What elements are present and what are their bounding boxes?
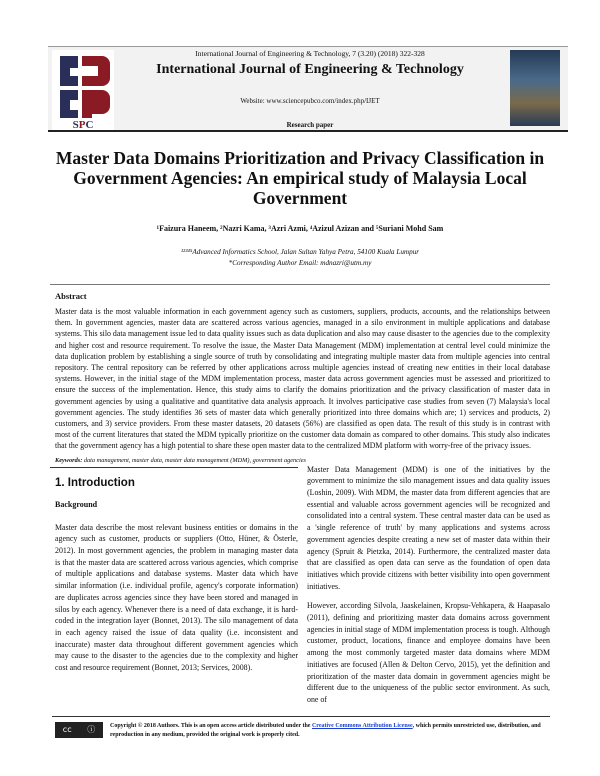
footer (55, 722, 550, 740)
journal-website[interactable]: Website: www.sciencepubco.com/index.php/IJET (240, 97, 380, 105)
copyright-text: Copyright © 2018 Authors. This is an open access article distributed under the (110, 722, 312, 729)
paragraph-left: Master data describe the most relevant business entities or domains in the agency such as customer, products or suppliers (Otto, Hüner, & Österle, 2012). In most government agencies, the problem in managing master data is that the master data are scattered across various agencies, which comprise of multiple applications and database systems. Master data which have similar information (i.e. individual profile, agency's corporate information) are duplicates across agencies since they have been stored and managed in silos by each agency. Whenever there is a need of data exchange, it is hard-coded in the integration layer (Bonnet, 2013). The silo management of data in each agency raised the issue of data quality (i.e. inconsistent and inaccurate) master data throughout different government agencies which may cause to the disaster to the agencies due to the complexity and higher cost and resource requirement (Bonnet, 2013; Services, 2008). (55, 522, 298, 673)
journal-title: International Journal of Engineering & Technology (156, 62, 464, 77)
copyright-text-end: , which permits unrestricted use, distribution, and reproduction in any medium, provided the original work is properly cited. (110, 722, 541, 738)
corresponding-email: *Corresponding Author Email: mdnazri@utm.my (228, 259, 372, 267)
abstract-heading: Abstract (55, 291, 87, 301)
keywords-label: Keywords: (55, 456, 83, 464)
abstract-text: Master data is the most valuable information in each government agency such as customers, suppliers, products, accounts, and the relationships between them. In government agencies, master data are scattered across various agencies, managed in a silo environment in multiple applications and database systems. This silo data management issue led to data quality issues such as data duplication and also may cause disaster to the agencies due to the complexity and higher cost and resource requirement. To resolve the issue, the Master Data Management (MDM) implementation at central level could minimize the data duplication problem by establishing a single source of truth by consolidating and integrating multiple master data from multiple agencies into central repository. The central repository can be referred by other applications across multiple agencies instead of creating new entities in their local database systems. However, in the initial stage of the MDM implementation process, master data across government agencies must be assessed and prioritized to ensure the success of the implementation. Hence, this study aims to clarify the domains prioritization and the privacy classification of master data in government agencies by using a qualitative and quantitative data analysis approach. It involves participative case studies from seven (7) Malaysia's local government agencies. The study identifies 36 sets of master data which generally prioritized into three domains which are; 1) services and products, 2) customers, and 3) service providers. From these master datasets, 20 datasets (56%) are classified as open data. The result of this study is in contrast with most of the current literatures that stated the MDM typically prioritize on the customer data domain as compared to other domains. This study also indicates that the government agency has a high potential to share these open master data to the centralized MDM platform with worry-free of the privacy issues. (55, 307, 550, 451)
journal-citation-line: International Journal of Engineering & Technology, 7 (3.20) (2018) 322-328 (195, 49, 425, 58)
affiliation: ¹²³⁴⁵Advanced Informatics School, Jalan Sultan Yahya Petra, 54100 Kuala Lumpur (180, 248, 420, 256)
divider (50, 284, 550, 285)
footer-rule (52, 716, 550, 717)
paper-type: Research paper (286, 121, 334, 129)
section-heading-introduction: 1. Introduction (55, 476, 135, 489)
cc-icon: cc (62, 725, 72, 735)
author-list: ¹Faizura Haneem, ²Nazri Kama, ³Azri Azmi, ⁴Azizul Azizan and ⁵Suriani Mohd Sam (156, 224, 444, 233)
right-column (307, 464, 550, 706)
paragraph-right-1: Master Data Management (MDM) is one of the initiatives by the government to minimize the silo management issues and data quality issues (Loshin, 2009). With MDM, the master data from different agencies that are essential and valuable across government agencies will be recognized and consolidated into a central system. These central master data can be used as a 'single reference of truth' by many applications and systems across government agencies despite creating a new set of master data within their agency (Spruit & Pietzka, 2014). Furthermore, the centralized master data that are classified as open data can serve as the foundation of open data initiatives which provide citizens with better visibility into open government initiatives. (307, 464, 550, 591)
copyright-notice (110, 722, 550, 740)
keywords-text: data management, master data, master data management (MDM), government agencies (82, 456, 306, 464)
subsection-heading-background: Background (55, 499, 98, 509)
by-icon: ⓘ (87, 725, 96, 735)
svg-text:SPC: SPC (72, 119, 94, 130)
left-column (55, 464, 298, 706)
license-link[interactable]: Creative Commons Attribution License (311, 722, 413, 729)
paper-title: Master Data Domains Prioritization and Privacy Classification in Government Agencies: An empirical study of Malaysia Local Government (55, 148, 545, 208)
paragraph-right-2: However, according Silvola, Jaaskelainen, Kropsu-Vehkapera, & Haapasalo (2011), defining and prioritizing master data domains across government agencies in initial stage of MDM implementation process is tough. Although customer, product, locations, finance and employee domains have been among the most commonly targeted master data domains where MDM initiatives are focused (Allen & Delton Cervo, 2015), yet the definition and prioritization of the master data domain in government agencies might be different due to the uniqueness of the public sector environment. As such, one of (307, 601, 550, 704)
two-column-body (50, 464, 550, 706)
creative-commons-badge (55, 722, 103, 738)
